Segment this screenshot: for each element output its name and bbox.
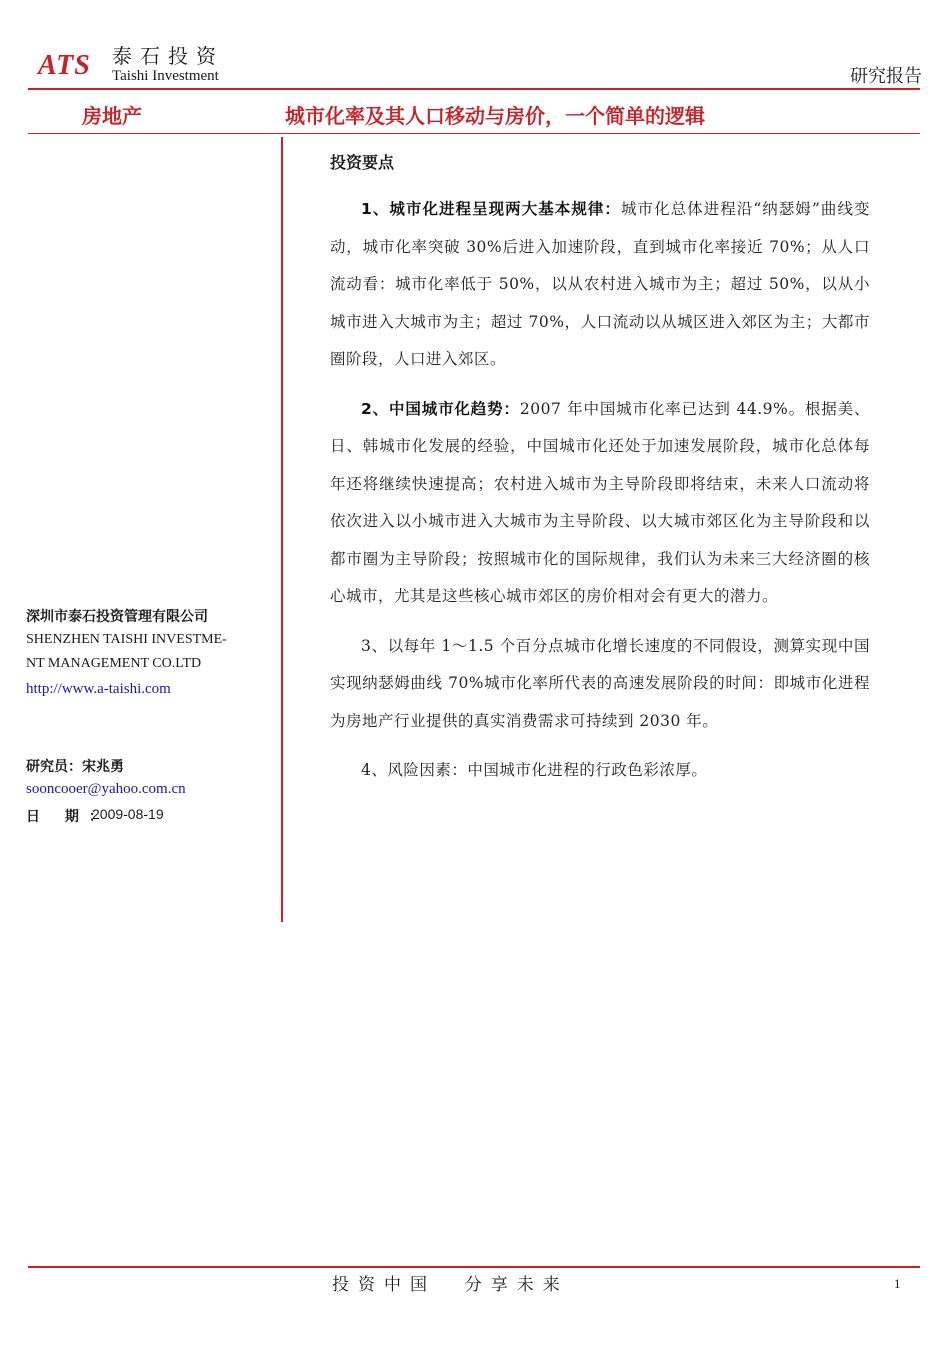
sector-label: 房地产 [82, 104, 142, 128]
logo-chinese-name: 泰石投资 [112, 44, 224, 68]
analyst-name: 研究员：宋兆勇 [26, 759, 124, 775]
section-heading: 投资要点 [330, 153, 395, 172]
investment-highlights [330, 150, 870, 802]
highlight-point-3 [330, 628, 870, 741]
highlight-lead: 2、中国城市化趋势： [361, 399, 520, 418]
report-title: 城市化率及其人口移动与房价，一个简单的逻辑 [285, 104, 705, 128]
highlight-point-1 [330, 191, 870, 379]
company-english-line-2: NT MANAGEMENT CO.LTD [26, 656, 202, 671]
company-website-link[interactable]: http://www.a-taishi.com [26, 681, 171, 697]
highlight-text: 2007 年中国城市化率已达到 44.9%。根据美、日、韩城市化发展的经验，中国城市化还处于加速发展阶段，城市化总体每年还将继续快速提高；农村进入城市为主导阶段即将结束，未来人口流动将依次进入以小城市进入大城市为主导阶段、以大城市郊区化为主导阶段和以都市圈为主导阶段；按照城市化的国际规律，我们认为未来三大经济圈的核心城市，尤其是这些核心城市郊区的房价相对会有更大的潜力。 [330, 399, 870, 605]
highlight-lead: 1、城市化进程呈现两大基本规律： [361, 200, 621, 218]
report-type: 研究报告 [850, 66, 922, 87]
header-rule [28, 88, 920, 90]
company-english-line-1: SHENZHEN TAISHI INVESTME- [26, 632, 227, 647]
date-label: 日 期： [26, 809, 113, 825]
logo-english-name: Taishi Investment [112, 68, 219, 84]
highlight-point-2 [330, 391, 870, 616]
footer-rule [28, 1266, 920, 1268]
logo-mark: ATS [38, 50, 91, 81]
column-divider [281, 137, 283, 922]
highlight-text: 3、以每年 1～1.5 个百分点城市化增长速度的不同假设，测算实现中国实现纳瑟姆曲线 70%城市化率所代表的高速发展阶段的时间：即城市化进程为房地产行业提供的真实消费需求可持续到 2030 年。 [330, 636, 870, 730]
analyst-email-link[interactable]: sooncooer@yahoo.com.cn [26, 781, 186, 797]
company-name: 深圳市泰石投资管理有限公司 [26, 609, 208, 625]
highlight-point-4 [330, 752, 870, 790]
title-rule [28, 133, 920, 134]
report-date: 2009-08-19 [92, 806, 164, 822]
highlight-text: 4、风险因素：中国城市化进程的行政色彩浓厚。 [361, 761, 708, 779]
page-number: 1 [894, 1276, 901, 1291]
highlight-text: 城市化总体进程沿“纳瑟姆”曲线变动，城市化率突破 30%后进入加速阶段，直到城市化率接近 70%；从人口流动看：城市化率低于 50%，以从农村进入城市为主；超过 50%，以从小城市进入大城市为主；超过 70%，人口流动以从城区进入郊区为主；大都市圈阶段，人口进入郊区。 [330, 200, 870, 368]
footer-slogan: 投资中国 分享未来 [332, 1275, 569, 1295]
